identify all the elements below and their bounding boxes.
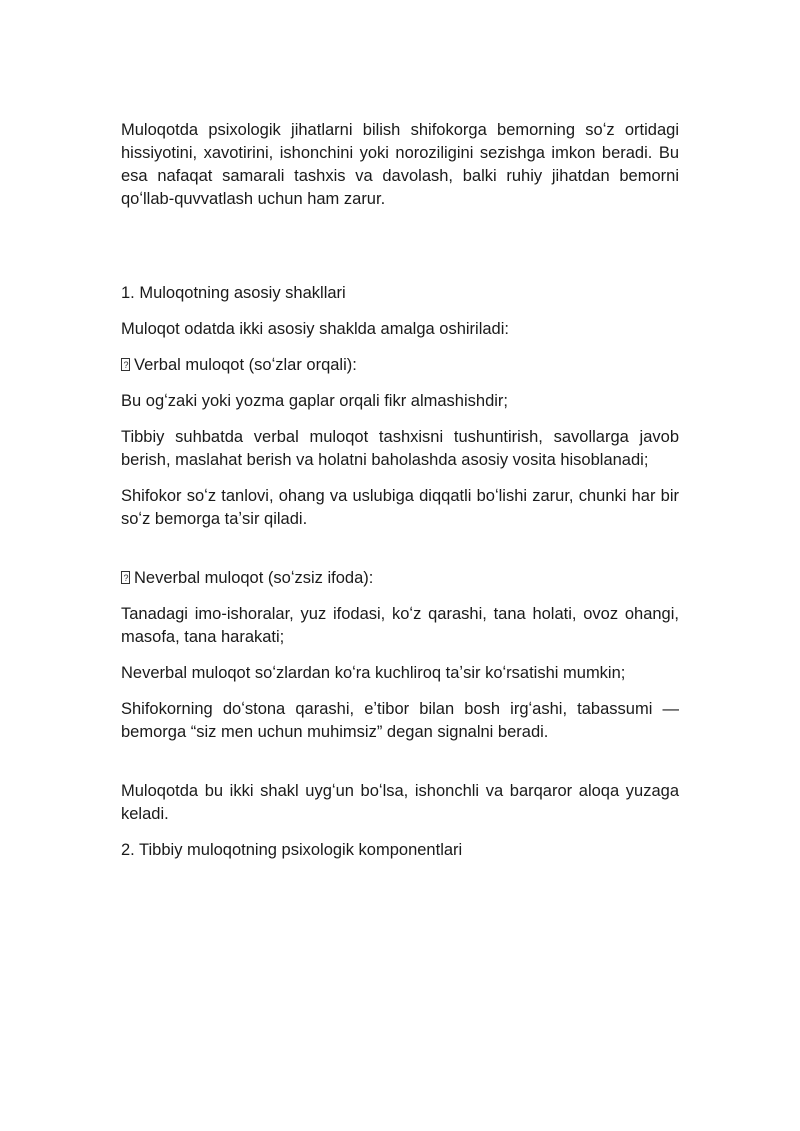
nonverbal-heading-line [121,567,679,590]
nonverbal-paragraph-1: Tanadagi imo-ishoralar, yuz ifodasi, koʻz qarashi, tana holati, ovoz ohangi, masofa, tana harakati; [121,605,679,646]
verbal-heading-line [121,354,679,377]
verbal-paragraph-1: Bu ogʻzaki yoki yozma gaplar orqali fikr almashishdir; [121,392,508,410]
nonverbal-paragraph-2: Neverbal muloqot soʻzlardan koʻra kuchliroq taʼsir koʻrsatishi mumkin; [121,664,626,682]
verbal-paragraph-3: Shifokor soʻz tanlovi, ohang va uslubiga diqqatli boʻlishi zarur, chunki har bir soʻz bemorga taʼsir qiladi. [121,487,679,528]
conclusion-paragraph: Muloqotda bu ikki shakl uygʻun boʻlsa, ishonchli va barqaror aloqa yuzaga keladi. [121,782,679,823]
verbal-paragraph-2: Tibbiy suhbatda verbal muloqot tashxisni tushuntirish, savollarga javob berish, maslahat berish va holatni baholashda asosiy vosita hisoblanadi; [121,428,679,469]
section-1-lead: Muloqot odatda ikki asosiy shaklda amalga oshiriladi: [121,320,509,338]
verbal-heading: Verbal muloqot (soʻzlar orqali): [134,356,357,374]
document-body [121,119,679,862]
section-1-heading: 1. Muloqotning asosiy shakllari [121,284,346,302]
section-2-heading: 2. Tibbiy muloqotning psixologik komponentlari [121,841,463,859]
missing-glyph-icon [121,571,130,584]
intro-paragraph: Muloqotda psixologik jihatlarni bilish shifokorga bemorning soʻz ortidagi hissiyotini, xavotirini, ishonchini yoki noroziligini sezishga imkon beradi. Bu esa nafaqat samarali tashxis va davolash, balki ruhiy jihatdan bemorni qoʻllab-quvvatlash uchun ham zarur. [121,121,679,208]
nonverbal-heading: Neverbal muloqot (soʻzsiz ifoda): [134,569,374,587]
missing-glyph-icon [121,358,130,371]
nonverbal-paragraph-3: Shifokorning doʻstona qarashi, eʼtibor bilan bosh irgʻashi, tabassumi — bemorga “siz men uchun muhimsiz” degan signalni beradi. [121,700,679,741]
